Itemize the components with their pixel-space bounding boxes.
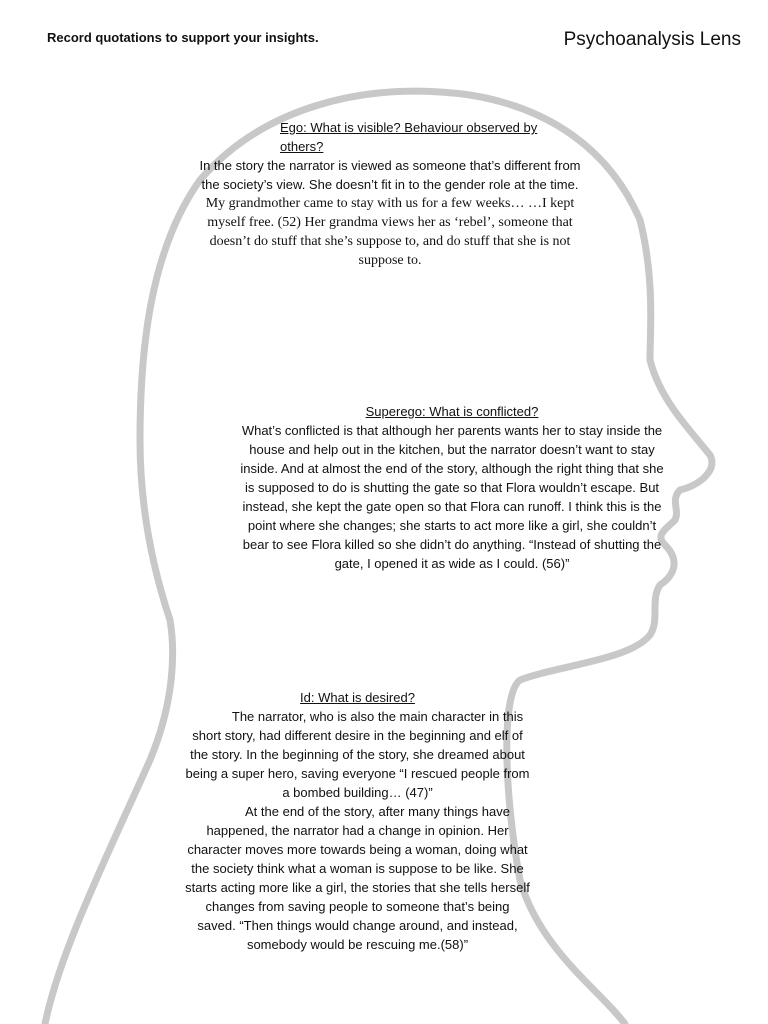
id-paragraph-2: At the end of the story, after many things have happened, the narrator had a change in opinion. Her character moves more towards being a woman, doing what the society think what a woman is suppose to be like. She starts acting more like a girl, the stories that she tells herself changes from saving people to someone that’s being saved. “Then things would change around, and instead, somebody would be rescuing me.(58)” <box>185 804 530 952</box>
ego-quote: My grandmother came to stay with us for a few weeks… …I kept myself free. (52) Her grandma views her as ‘rebel’, someone that doesn’t do stuff that she’s suppose to, and do stuff that she is not suppose to. <box>205 196 575 268</box>
page-title: Psychoanalysis Lens <box>563 29 741 50</box>
ego-section <box>190 118 590 270</box>
instruction-text: Record quotations to support your insights. <box>47 30 319 45</box>
ego-text: In the story the narrator is viewed as someone that’s different from the society’s view. She doesn’t fit in to the gender role at the time. <box>199 158 581 192</box>
superego-heading: Superego: What is conflicted? <box>365 404 539 419</box>
id-paragraph-1: The narrator, who is also the main character in this short story, had different desire in the beginning and elf of the story. In the beginning of the story, she dreamed about being a super hero, saving everyone “I rescued people from a bombed building… (47)” <box>185 709 530 800</box>
superego-text: What’s conflicted is that although her parents wants her to stay inside the house and help out in the kitchen, but the narrator doesn’t want to stay inside. And at almost the end of the story, although the right thing that she is supposed to do is shutting the gate so that Flora wouldn’t escape. But instead, she kept the gate open so that Flora can runoff. I think this is the point where she changes; she starts to act more like a girl, she couldn’t bear to see Flora killed so she didn’t do anything. “Instead of shutting the gate, I opened it as wide as I could. (56)” <box>240 423 664 571</box>
id-heading: Id: What is desired? <box>300 690 415 705</box>
ego-heading: Ego: What is visible? Behaviour observed by others? <box>280 120 538 154</box>
id-section <box>185 688 530 954</box>
superego-section <box>238 402 666 573</box>
